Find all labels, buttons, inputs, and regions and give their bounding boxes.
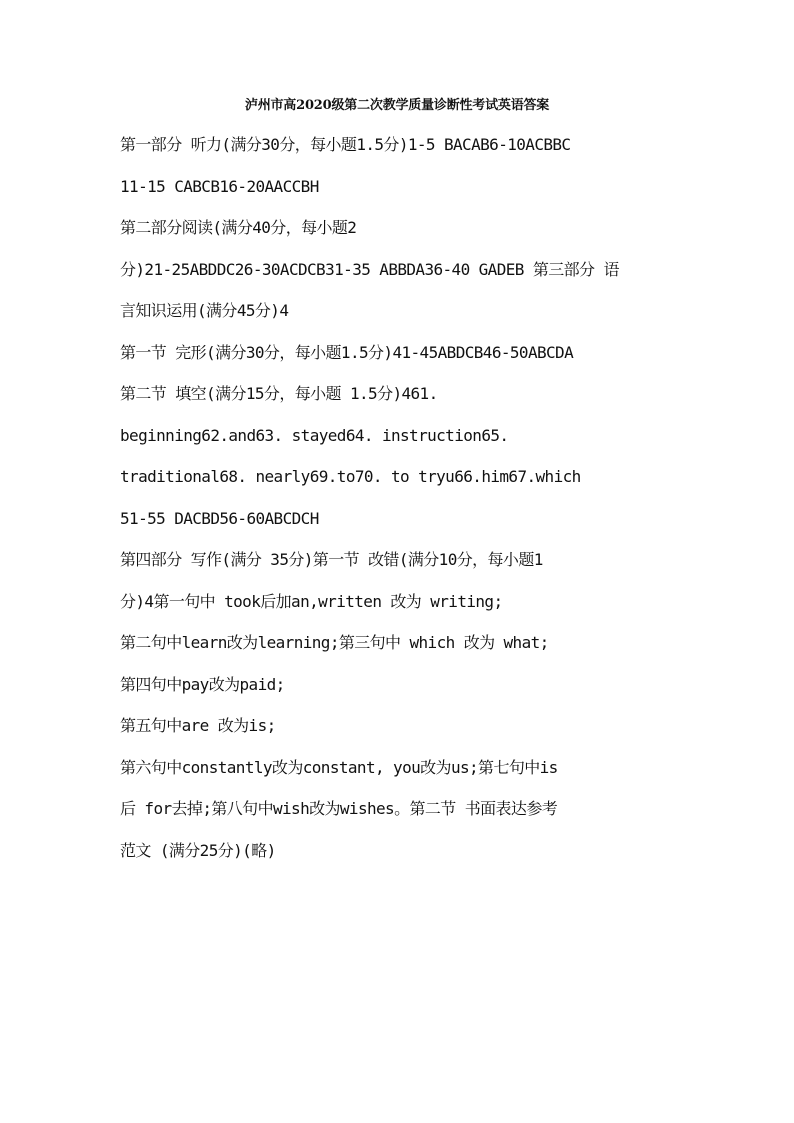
text-line: beginning62.and63. stayed64. instruction65. [120, 425, 509, 445]
text-line: 分)21-25ABDDC26-30ACDCB31-35 ABBDA36-40 GADEB 第三部分 语 [120, 259, 619, 279]
text-line: 51-55 DACBD56-60ABCDCH [120, 508, 319, 528]
text-line: 第一部分 听力(满分30分，每小题1.5分)1-5 BACAB6-10ACBBC [120, 135, 571, 154]
text-line: 11-15 CABCB16-20AACCBH [120, 176, 319, 196]
text-line: 第一节 完形(满分30分，每小题1.5分)41-45ABDCB46-50ABCDA [120, 342, 574, 362]
text-line: 第四部分 写作(满分 35分)第一节 改错(满分10分，每小题1 [120, 550, 543, 569]
text-line: 第二句中learn改为learning;第三句中 which 改为 what; [120, 633, 549, 652]
text-line: 第五句中are 改为is; [120, 716, 276, 735]
text-line: 第六句中constantly改为constant, you改为us;第七句中is [120, 757, 558, 777]
text-line: 第二节 填空(满分15分，每小题 1.5分)461. [120, 384, 438, 403]
text-line: 第二部分阅读(满分40分，每小题2 [120, 218, 357, 237]
text-line: 第四句中pay改为paid; [120, 674, 285, 694]
document-title: 泸州市高2020级第二次教学质量诊断性考试英语答案 [244, 98, 550, 113]
answer-key-body [120, 124, 680, 871]
text-line: 范文 (满分25分)(略) [120, 840, 276, 860]
text-line: 分)4第一句中 took后加an,written 改为 writing; [120, 591, 503, 611]
text-line: traditional68. nearly69.to70. to tryu66.him67.which [120, 467, 581, 486]
text-line: 言知识运用(满分45分)4 [120, 301, 289, 320]
text-line: 后 for去掉;第八句中wish改为wishes。第二节 书面表达参考 [120, 799, 558, 818]
